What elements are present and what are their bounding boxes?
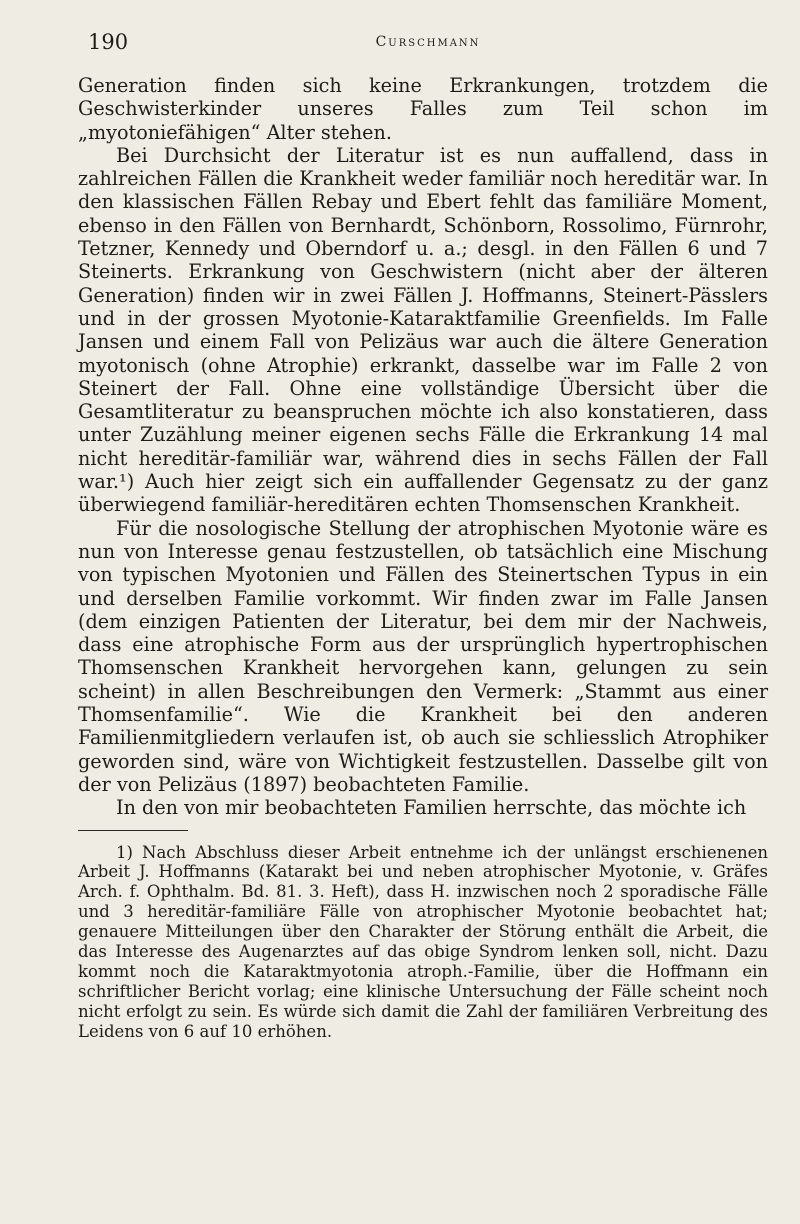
paragraph-2: Bei Durchsicht der Literatur ist es nun auffallend, dass in zahlreichen Fällen die Krankheit weder familiär noch hereditär war. In den klassischen Fällen Rebay und Ebert fehlt das familiäre Moment, ebenso in den Fällen von Bernhardt, Schönborn, Rossolimo, Fürnrohr, Tetzner, Kennedy und Oberndorf u. a.; desgl. in den Fällen 6 und 7 Steinerts. Erkrankung von Geschwistern (nicht aber der älteren Generation) finden wir in zwei Fällen J. Hoffmanns, Steinert-Pässlers und in der grossen Myotonie-Kataraktfamilie Greenfields. Im Falle Jansen und einem Fall von Pelizäus war auch die ältere Generation myotonisch (ohne Atrophie) erkrankt, dasselbe war im Falle 2 von Steinert der Fall. Ohne eine vollständige Übersicht über die Gesamtliteratur zu beanspruchen möchte ich also konstatieren, dass unter Zuzählung meiner eigenen sechs Fälle die Erkrankung 14 mal nicht hereditär-familiär war, während dies in sechs Fällen der Fall war.¹) Auch hier zeigt sich ein auffallender Gegensatz zu der ganz überwiegend familiär-hereditären echten Thomsenschen Krankheit. [78, 143, 768, 517]
page-number: 190 [88, 30, 129, 54]
running-head: Curschmann [375, 34, 481, 50]
paragraph-1: Generation finden sich keine Erkrankungen, trotzdem die Geschwisterkinder unseres Falles zum Teil schon im „myotoniefähigen“ Alter stehen. [78, 74, 768, 144]
footnote: 1) Nach Abschluss dieser Arbeit entnehme ich der unlängst erschienenen Arbeit J. Hoffmanns (Katarakt bei und neben atrophischer Myotonie, v. Gräfes Arch. f. Ophthalm. Bd. 81. 3. Heft), dass H. inzwischen noch 2 sporadische Fälle und 3 hereditär-familiäre Fälle von atrophischer Myotonie beobachtet hat; genauere Mitteilungen über den Charakter der Störung enthält die Arbeit, die das Interesse des Augenarztes auf das obige Syndrom lenken soll, nicht. Dazu kommt noch die Kataraktmyotonia atroph.-Familie, über die Hoffmann ein schriftlicher Bericht vorlag; eine klinische Untersuchung der Fälle scheint noch nicht erfolgt zu sein. Es würde sich damit die Zahl der familiären Verbreitung des Leidens von 6 auf 10 erhöhen. [78, 842, 768, 1041]
body-text [78, 74, 768, 1042]
page-header [88, 30, 768, 64]
paragraph-3: Für die nosologische Stellung der atrophischen Myotonie wäre es nun von Interesse genau festzustellen, ob tatsächlich eine Mischung von typischen Myotonien und Fällen des Steinertschen Typus in ein und derselben Familie vorkommt. Wir finden zwar im Falle Jansen (dem einzigen Patienten der Literatur, bei dem mir der Nachweis, dass eine atrophische Form aus der ursprünglich hypertrophischen Thomsenschen Krankheit hervorgehen kann, gelungen zu sein scheint) in allen Beschreibungen den Vermerk: „Stammt aus einer Thomsenfamilie“. Wie die Krankheit bei den anderen Familienmitgliedern verlaufen ist, ob auch sie schliesslich Atrophiker geworden sind, wäre von Wichtigkeit festzustellen. Dasselbe gilt von der von Pelizäus (1897) beobachteten Familie. [78, 516, 768, 796]
footnote-rule [78, 830, 188, 831]
paragraph-4: In den von mir beobachteten Familien herrschte, das möchte ich [116, 796, 747, 820]
